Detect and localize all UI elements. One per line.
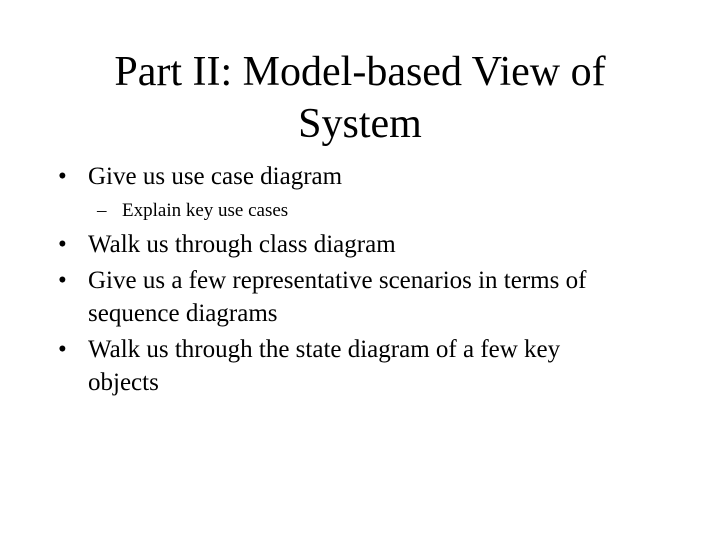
bullet-line: Give us a few representative scenarios in terms of xyxy=(88,267,587,294)
sub-bullet-marker: – xyxy=(97,200,107,221)
bullet-text xyxy=(88,160,342,193)
bullet-line: objects xyxy=(88,369,159,396)
bullet-line: Walk us through class diagram xyxy=(88,231,396,258)
bullet-marker: • xyxy=(58,163,67,190)
bullet-text xyxy=(88,228,396,261)
bullet-marker: • xyxy=(58,231,67,258)
bullet-line: sequence diagrams xyxy=(88,300,278,327)
bullet-text xyxy=(88,333,560,399)
slide-title-line: System xyxy=(298,101,422,147)
bullet-marker: • xyxy=(58,336,67,363)
slide-title xyxy=(60,46,660,150)
bullet-marker: • xyxy=(58,267,67,294)
bullet-text xyxy=(88,264,586,330)
slide-title-line: Part II: Model-based View of xyxy=(114,49,606,95)
bullet-line: Give us use case diagram xyxy=(88,163,343,190)
sub-bullet-text: Explain key use cases xyxy=(122,200,289,221)
bullet-line: Walk us through the state diagram of a few key xyxy=(88,336,561,363)
